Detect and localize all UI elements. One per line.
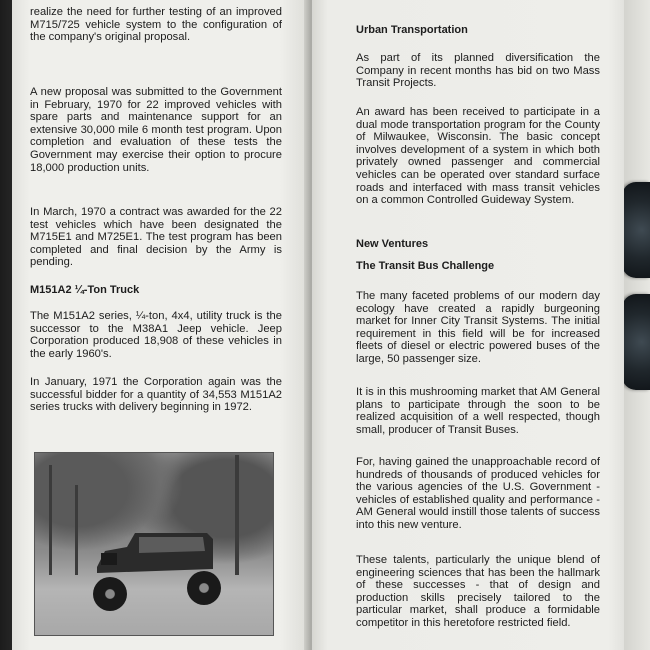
right-page — [312, 0, 624, 650]
tree-trunk — [75, 485, 78, 575]
jeep-front-wheel — [93, 577, 127, 611]
left-paragraph-3: In March, 1970 a contract was awarded for the 22 test vehicles which have been designated the M715E1 and M725E1. The test program has been completed and final decision by the Army is pending. — [30, 206, 282, 269]
right-heading-urban-transportation: Urban Transportation — [356, 24, 468, 36]
right-paragraph-3: The many faceted problems of our modern day ecology have created a rapidly burgeoning market for Inner City Transit Systems. The initial requirement in this field will be for increased fleets of diesel or electric powered buses of the large, 50 passenger size. — [356, 290, 600, 365]
right-paragraph-4: It is in this mushrooming market that AM General plans to participate through the soon to be realized acquisition of a well respected, though small, producer of Transit Buses. — [356, 386, 600, 436]
left-page — [12, 0, 310, 650]
left-paragraph-5: In January, 1971 the Corporation again was the successful bidder for a quantity of 34,553 M151A2 series trucks with delivery beginning in 1972. — [30, 376, 282, 414]
left-paragraph-4: The M151A2 series, ¼-ton, 4x4, utility truck is the successor to the M38A1 Jeep vehicle. Jeep Corporation produced 18,908 of these vehicles in the early 1960's. — [30, 310, 282, 360]
right-heading-new-ventures: New Ventures — [356, 238, 429, 250]
right-paragraph-2: An award has been received to participate in a dual mode transportation program for the County of Milwaukee, Wisconsin. The basic concept involves development of a system in which both privately owned passenger and commercial vehicles can be operated over standard surface roads and interfaced with mass transit vehicles on a common Controlled Guideway System. — [356, 106, 600, 207]
left-paragraph-1: realize the need for further testing of an improved M715/725 vehicle system to the configuration of the company's original proposal. — [30, 6, 282, 44]
right-paragraph-1: As part of its planned diversification the Company in recent months has bid on two Mass Transit Projects. — [356, 52, 600, 90]
jeep-rear-wheel — [187, 571, 221, 605]
right-paragraph-6: These talents, particularly the unique blend of engineering sciences that has been the hallmark of these successes - that of design and production skills precisely tailored to the particular market, shall produce a formidable competitor in this heretofore restricted field. — [356, 554, 600, 629]
binder-knob-top — [622, 182, 650, 278]
right-paragraph-5: For, having gained the unapproachable record of hundreds of thousands of produced vehicles for the various agencies of the U.S. Government - vehicles of established quality and performance - AM General would instill those talents of success into this new venture. — [356, 456, 600, 531]
jeep-photo — [34, 452, 274, 636]
binder-knob-bottom — [622, 294, 650, 390]
right-heading-transit-bus: The Transit Bus Challenge — [356, 260, 495, 272]
tree-trunk — [235, 455, 239, 575]
left-paragraph-2: A new proposal was submitted to the Government in February, 1970 for 22 improved vehicles with spare parts and maintenance support for an extensive 30,000 mile 6 month test program. Upon completion and evaluation of these tests the Government may exercise their option to procure 18,000 production units. — [30, 86, 282, 174]
left-heading-m151a2: M151A2 ¼-Ton Truck — [30, 284, 140, 296]
tree-trunk — [49, 465, 52, 575]
